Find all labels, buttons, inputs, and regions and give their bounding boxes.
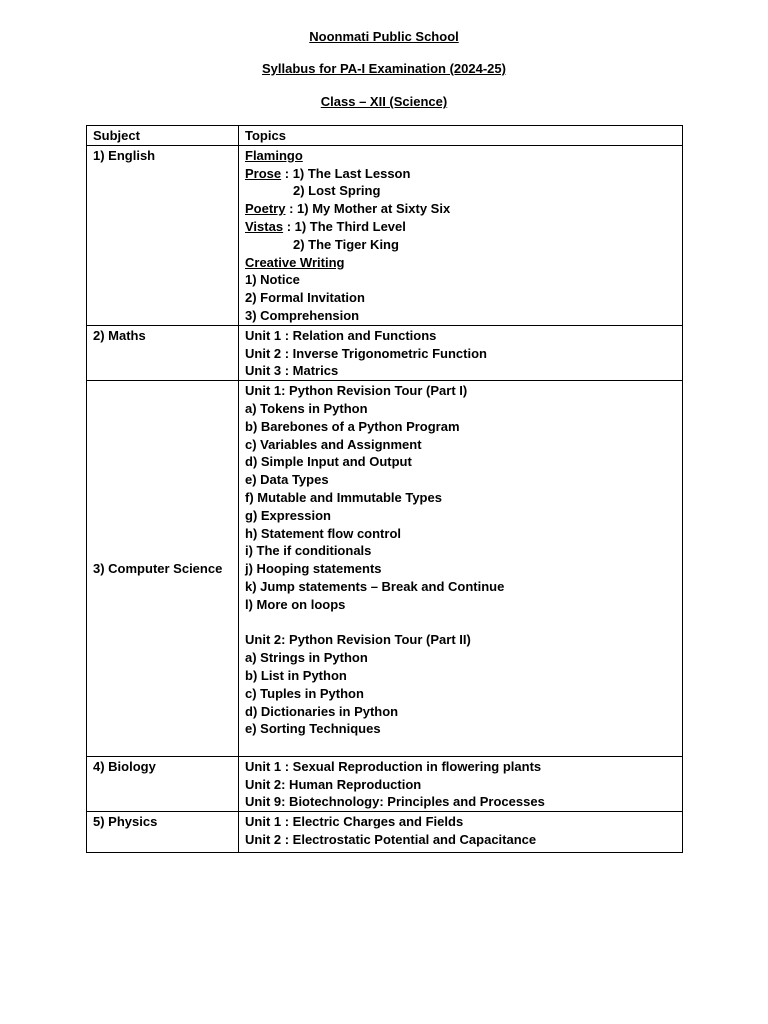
topics-column-header: Topics bbox=[239, 126, 683, 146]
spacer bbox=[245, 614, 676, 632]
subject-cell: 4) Biology bbox=[87, 756, 239, 811]
prose-item-2: 2) Lost Spring bbox=[293, 183, 381, 199]
vistas-label: Vistas bbox=[245, 218, 284, 234]
subject-cell: 2) Maths bbox=[87, 325, 239, 380]
topics-cell bbox=[239, 325, 683, 380]
vistas-item: : 1) The Third Level bbox=[283, 218, 406, 234]
list-item: b) Barebones of a Python Program bbox=[245, 418, 460, 434]
vistas-line bbox=[245, 218, 676, 236]
vistas-item-2: 2) The Tiger King bbox=[293, 236, 399, 252]
class-title: Class – XII (Science) bbox=[320, 94, 448, 109]
list-item: a) Tokens in Python bbox=[245, 400, 368, 416]
topics-cell bbox=[239, 756, 683, 811]
list-item: h) Statement flow control bbox=[245, 525, 401, 541]
school-name: Noonmati Public School bbox=[309, 29, 459, 44]
table-row-physics bbox=[87, 812, 683, 853]
syllabus-table bbox=[86, 125, 683, 853]
poetry-item: : 1) My Mother at Sixty Six bbox=[285, 201, 451, 217]
list-item: 3) Comprehension bbox=[245, 307, 360, 323]
list-item: 1) Notice bbox=[245, 272, 300, 288]
topics-cell bbox=[239, 145, 683, 325]
topics-cell bbox=[239, 381, 683, 757]
subject-cell: 5) Physics bbox=[87, 812, 239, 853]
list-item: 2) Formal Invitation bbox=[245, 290, 365, 306]
list-item: d) Dictionaries in Python bbox=[245, 703, 399, 719]
list-item: Unit 2: Human Reproduction bbox=[245, 776, 422, 792]
topics-cell bbox=[239, 812, 683, 853]
prose-line bbox=[245, 165, 676, 183]
list-item: c) Variables and Assignment bbox=[245, 436, 422, 452]
subject-cell: 1) English bbox=[87, 145, 239, 325]
poetry-label: Poetry bbox=[245, 201, 286, 217]
subject-column-header: Subject bbox=[87, 126, 239, 146]
list-item: Unit 2 : Inverse Trigonometric Function bbox=[245, 345, 487, 361]
list-item: Unit 2 : Electrostatic Potential and Capacitance bbox=[245, 832, 537, 848]
list-item: Unit 9: Biotechnology: Principles and Processes bbox=[245, 794, 545, 810]
list-item: b) List in Python bbox=[245, 667, 347, 683]
table-header-row bbox=[87, 126, 683, 146]
list-item: e) Data Types bbox=[245, 472, 329, 488]
list-item: e) Sorting Techniques bbox=[245, 721, 381, 737]
list-item: d) Simple Input and Output bbox=[245, 454, 412, 470]
subject-cell: 3) Computer Science bbox=[87, 381, 239, 757]
list-item: Unit 1 : Sexual Reproduction in flowering plants bbox=[245, 758, 542, 774]
list-item: j) Hooping statements bbox=[245, 561, 382, 577]
prose-item: : 1) The Last Lesson bbox=[281, 165, 411, 181]
spacer bbox=[245, 738, 676, 756]
list-item: l) More on loops bbox=[245, 596, 346, 612]
list-item: f) Mutable and Immutable Types bbox=[245, 489, 442, 505]
list-item: g) Expression bbox=[245, 507, 331, 523]
book-title-flamingo: Flamingo bbox=[245, 147, 303, 163]
table-row-biology bbox=[87, 756, 683, 811]
list-item: Unit 1 : Relation and Functions bbox=[245, 327, 437, 343]
creative-writing-label: Creative Writing bbox=[245, 254, 345, 270]
list-item: Unit 3 : Matrics bbox=[245, 363, 339, 379]
syllabus-title: Syllabus for PA-I Examination (2024-25) bbox=[262, 61, 506, 76]
list-item: k) Jump statements – Break and Continue bbox=[245, 578, 505, 594]
list-item: i) The if conditionals bbox=[245, 543, 372, 559]
prose-label: Prose bbox=[245, 165, 282, 181]
list-item: Unit 1 : Electric Charges and Fields bbox=[245, 814, 464, 830]
table-row-computer-science bbox=[87, 381, 683, 757]
table-row-maths bbox=[87, 325, 683, 380]
unit-title: Unit 1: Python Revision Tour (Part I) bbox=[245, 383, 468, 399]
poetry-line bbox=[245, 200, 676, 218]
list-item: a) Strings in Python bbox=[245, 650, 368, 666]
unit-title: Unit 2: Python Revision Tour (Part II) bbox=[245, 632, 471, 648]
list-item: c) Tuples in Python bbox=[245, 685, 364, 701]
table-row-english bbox=[87, 145, 683, 325]
